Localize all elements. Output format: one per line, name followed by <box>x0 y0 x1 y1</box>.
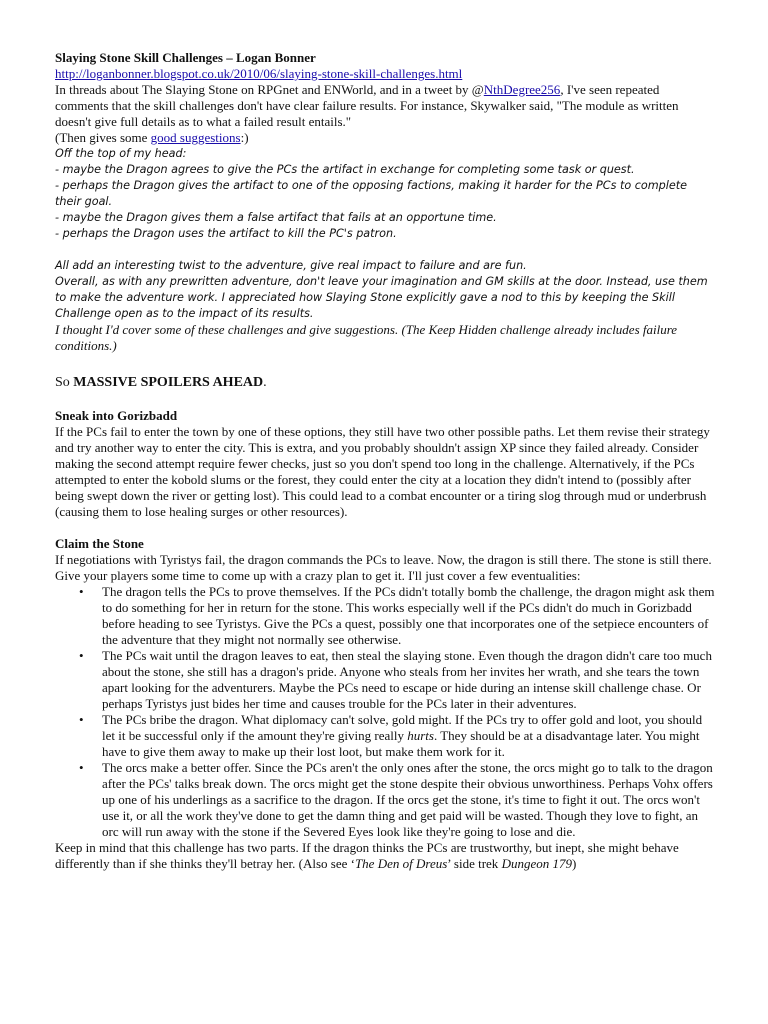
section-spacer <box>55 354 715 370</box>
closing-text-mid: ’ side trek <box>447 856 502 871</box>
bullet-icon: • <box>79 584 84 599</box>
list-item-text: The orcs make a better offer. Since the PCs aren't the only ones after the stone, the orcs might go to talk to the dragon after the PCs' talks break down. The orcs might get the stone despite their obvious unworthiness. Perhaps Vohx offers up one of his underlings as a sacrifice to the dragon. If the orcs get the stone, it's time to fight it out. The orcs won't use it, or all the work they've done to get the damn thing and get paid will be wasted. Though they love to fight, an orc will run away with the stone if the Severed Eyes look like they're going to lose and die. <box>102 760 713 839</box>
intro-text-after: , I've seen repeated comments that the skill challenges don't have clear failure results. For instance, Skywalker said, "The module as written doesn't give full details as to what a failed result entails." <box>55 82 679 129</box>
suggestions-prefix: (Then gives some <box>55 130 151 145</box>
intro-text-before: In threads about The Slaying Stone on RPGnet and ENWorld, and in a tweet by @ <box>55 82 484 97</box>
source-url-link[interactable]: http://loganbonner.blogspot.co.uk/2010/06/slaying-stone-skill-challenges.html <box>55 66 463 81</box>
list-item <box>79 760 715 840</box>
twitter-handle-link[interactable]: NthDegree256 <box>483 82 561 97</box>
section-heading-claim: Claim the Stone <box>55 536 144 551</box>
suggestions-line <box>55 130 715 146</box>
document-page <box>55 50 715 872</box>
list-item-emphasis: hurts <box>407 728 434 743</box>
suggestions-suffix: :) <box>240 130 249 145</box>
quote-line: Off the top of my head: <box>55 147 187 160</box>
list-item-text-after: . They should be at a disadvantage later. You might have to give them away to make up their lost loot, but make them work for it. <box>102 728 700 759</box>
quoted-suggestions <box>55 146 715 322</box>
list-item <box>79 584 715 648</box>
quote-line: - perhaps the Dragon gives the artifact to one of the opposing factions, making it harder for the PCs to complete their goal. <box>55 179 688 208</box>
bullet-icon: • <box>79 760 84 775</box>
dungeon-issue: Dungeon 179 <box>501 856 572 871</box>
section-heading-sneak: Sneak into Gorizbadd <box>55 408 178 423</box>
page-title: Slaying Stone Skill Challenges – Logan Bonner <box>55 50 316 65</box>
quote-closing-paragraph: Overall, as with any prewritten adventure, don't leave your imagination and GM skills at the door. Instead, use them to make the adventure work. I appreciated how Slaying Stone explicitly gave a nod to this by keeping the Skill Challenge open as to the impact of its results. <box>55 275 708 320</box>
spoilers-prefix: So <box>55 375 74 390</box>
spoilers-warning <box>55 374 715 392</box>
quote-line: - maybe the Dragon agrees to give the PCs the artifact in exchange for completing some task or quest. <box>55 163 635 176</box>
eventualities-list <box>55 584 715 840</box>
good-suggestions-link[interactable]: good suggestions <box>150 130 241 145</box>
section-closing-claim <box>55 840 715 872</box>
source-url-line <box>55 66 715 82</box>
quote-closing-line: All add an interesting twist to the adventure, give real impact to failure and are fun. <box>55 259 527 272</box>
list-item <box>79 648 715 712</box>
spoilers-bold: MASSIVE SPOILERS AHEAD <box>73 375 264 390</box>
spoilers-suffix: . <box>263 375 267 390</box>
quote-spacer <box>55 242 715 258</box>
quote-line: - maybe the Dragon gives them a false artifact that fails at an opportune time. <box>55 211 497 224</box>
intro-paragraph <box>55 82 715 130</box>
list-item-text: The PCs wait until the dragon leaves to eat, then steal the slaying stone. Even though the dragon didn't care too much about the stone, she still has a dragon's pride. Anyone who steals from her invites her wrath, and she tears the town apart looking for the adventurers. Maybe the PCs need to escape or hide during an intense skill challenge chase. Or perhaps Tyristys just bides her time and causes trouble for the PCs later in their adventures. <box>102 648 712 711</box>
side-trek-title: The Den of Dreus <box>354 856 448 871</box>
cover-note: I thought I'd cover some of these challenges and give suggestions. (The Keep Hidden challenge already includes failure conditions.) <box>55 322 678 353</box>
list-item-text: The dragon tells the PCs to prove themselves. If the PCs didn't totally bomb the challenge, the dragon might ask them to do something for her in return for the stone. This works especially well if the PCs didn't do much in Gorizbadd before heading to see Tyristys. Give the PCs a quest, possibly one that incorporates one of the setpiece encounters of the adventure that they might not normally see otherwise. <box>102 584 715 647</box>
quote-line: - perhaps the Dragon uses the artifact to kill the PC's patron. <box>55 227 397 240</box>
closing-text-after: ) <box>571 856 577 871</box>
list-item-text-before: The PCs bribe the dragon. What diplomacy can't solve, gold might. If the PCs try to offer gold and loot, you should let it be successful only if the amount they're giving really <box>102 712 703 743</box>
bullet-icon: • <box>79 712 84 727</box>
section-intro-claim: If negotiations with Tyristys fail, the dragon commands the PCs to leave. Now, the dragon is still there. The stone is still there. Give your players some time to come up with a crazy plan to get it. I'll just cover a few eventualities: <box>55 552 712 583</box>
list-item <box>79 712 715 760</box>
section-body-sneak: If the PCs fail to enter the town by one of these options, they still have two other possible paths. Let them revise their strategy and try another way to enter the city. This is extra, and you probably shouldn't assign XP since they failed already. Consider making the second attempt require fewer checks, just so you don't spend too long in the challenge. Alternatively, if the PCs attempted to enter the kobold slums or the forest, they could enter the city at a location they didn't intend to (possibly after being swept down the river or getting lost). This could lead to a combat encounter or a tiring slog through mud or underbrush (causing them to lose healing surges or other resources). <box>55 424 710 519</box>
closing-text-before: Keep in mind that this challenge has two parts. If the dragon thinks the PCs are trustworthy, but inept, she might behave differently than if she thinks they'll betray her. (Also see ‘ <box>55 840 679 871</box>
bullet-icon: • <box>79 648 84 663</box>
